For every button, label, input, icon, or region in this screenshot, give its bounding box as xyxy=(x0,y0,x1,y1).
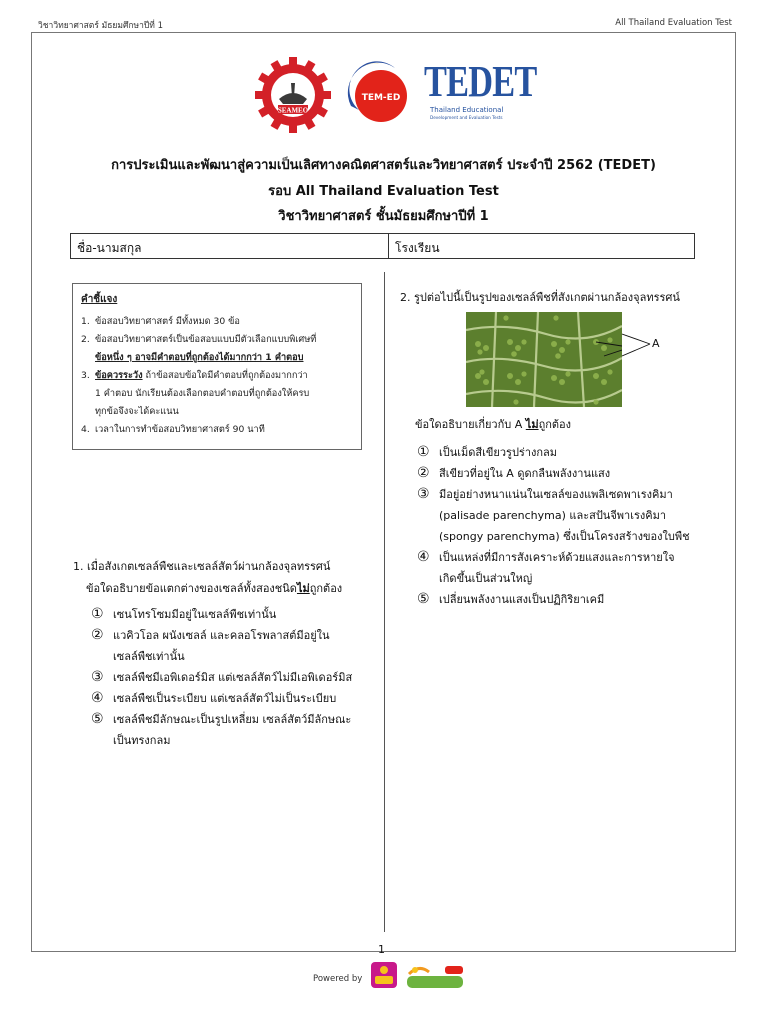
running-header-right: All Thailand Evaluation Test xyxy=(615,18,732,28)
answer-option[interactable]: ④ เซลล์พืชเป็นระเบียบ แต่เซลล์สัตว์ไม่เป็นระเบียบ xyxy=(91,690,337,706)
plant-cell-micrograph xyxy=(466,312,622,407)
answer-option[interactable]: ② สีเขียวที่อยู่ใน A ดูดกลืนพลังงานแสง xyxy=(417,465,611,481)
sponsor-logo xyxy=(369,960,399,990)
tedet-tagline-2: Development and Evaluation Tests xyxy=(430,115,503,120)
instruction-item: 2. ข้อสอบวิทยาศาสตร์เป็นข้อสอบแบบมีตัวเลือกแบบพิเศษที่ ข้อหนึ่ง ๆ อาจมีคำตอบที่ถูกต้องได้มากกว่า 1 คำตอบ xyxy=(81,334,317,363)
page-number: 1 xyxy=(378,943,385,956)
question-1 xyxy=(73,556,373,751)
edupark-logo xyxy=(405,962,467,990)
tedet-logo xyxy=(424,57,537,130)
question-2-stem: 2. รูปต่อไปนี้เป็นรูปของเซลล์พืชที่สังเกตผ่านกล้องจุลทรรศน์ xyxy=(400,291,680,304)
question-1-stem: 1. เมื่อสังเกตเซลล์พืชและเซลล์สัตว์ผ่านกล้องจุลทรรศน์ xyxy=(73,560,331,573)
instructions-heading: คำชี้แจง xyxy=(81,294,118,305)
exam-subject: วิชาวิทยาศาสตร์ ชั้นมัธยมศึกษาปีที่ 1 xyxy=(278,209,489,224)
running-header-left: วิชาวิทยาศาสตร์ มัธยมศึกษาปีที่ 1 xyxy=(38,21,163,31)
student-info-table xyxy=(70,233,695,259)
answer-option[interactable]: ④ เป็นแหล่งที่มีการสังเคราะห์ด้วยแสงและการหายใจ เกิดขึ้นเป็นส่วนใหญ่ xyxy=(417,549,675,585)
answer-option[interactable]: ① เซนโทรโซมมีอยู่ในเซลล์พืชเท่านั้น xyxy=(91,606,277,622)
tedet-wordmark: TEDET xyxy=(424,57,537,106)
instruction-item: 4. เวลาในการทำข้อสอบวิทยาศาสตร์ 90 นาที xyxy=(81,424,265,435)
answer-option[interactable]: ③ มีอยู่อย่างหนาแน่นในเซลล์ของแพลิเซดพาเรงคิมา (palisade parenchyma) และสปันจีพาเรงคิมา (spongy parenchyma) ซึ่งเป็นโครงสร้างของใบพืช xyxy=(417,486,690,543)
temed-logo-text: TEM-ED xyxy=(361,93,401,103)
question-1-stem-cont: ข้อใดอธิบายข้อแตกต่างของเซลล์ทั้งสองชนิดไม่ถูกต้อง xyxy=(86,582,343,595)
seameo-logo xyxy=(255,57,331,133)
instruction-item: 1. ข้อสอบวิทยาศาสตร์ มีทั้งหมด 30 ข้อ xyxy=(81,316,240,327)
temed-logo xyxy=(341,58,413,130)
tedet-tagline-1: Thailand Educational xyxy=(430,106,504,114)
answer-option[interactable]: ② แวคิวโอล ผนังเซลล์ และคลอโรพลาสต์มีอยู่ใน เซลล์พืชเท่านั้น xyxy=(91,627,330,663)
answer-option[interactable]: ③ เซลล์พืชมีเอพิเดอร์มิส แต่เซลล์สัตว์ไม่มีเอพิเดอร์มิส xyxy=(91,669,353,685)
answer-option[interactable]: ⑤ เปลี่ยนพลังงานแสงเป็นปฏิกิริยาเคมี xyxy=(417,591,605,607)
exam-title: การประเมินและพัฒนาสู่ความเป็นเลิศทางคณิตศาสตร์และวิทยาศาสตร์ ประจำปี 2562 (TEDET) xyxy=(111,158,656,173)
question-2 xyxy=(400,287,700,309)
label-A: A xyxy=(652,337,660,350)
answer-option[interactable]: ① เป็นเม็ดสีเขียวรูปร่างกลม xyxy=(417,444,558,460)
answer-option[interactable]: ⑤ เซลล์พืชมีลักษณะเป็นรูปเหลี่ยม เซลล์สัตว์มีลักษณะ เป็นทรงกลม xyxy=(91,711,352,747)
column-divider xyxy=(384,272,385,932)
name-field[interactable]: ชื่อ-นามสกุล xyxy=(71,234,389,258)
seameo-logo-text: SEAMEO xyxy=(277,106,309,115)
school-field[interactable]: โรงเรียน xyxy=(395,241,440,255)
question-2-substem: ข้อใดอธิบายเกี่ยวกับ A ไม่ถูกต้อง xyxy=(415,418,572,431)
instructions-box xyxy=(72,283,362,450)
instruction-item: 3. ข้อควรระวัง ถ้าข้อสอบข้อใดมีคำตอบที่ถูกต้องมากกว่า 1 คำตอบ นักเรียนต้องเลือกตอบคำตอบที่ถูกต้องให้ครบ ทุกข้อจึงจะได้คะแนน xyxy=(81,370,310,417)
powered-by: Powered by xyxy=(313,974,363,984)
question-2-sub xyxy=(415,414,715,610)
exam-round: รอบ All Thailand Evaluation Test xyxy=(268,184,499,199)
label-pointer xyxy=(622,330,652,360)
